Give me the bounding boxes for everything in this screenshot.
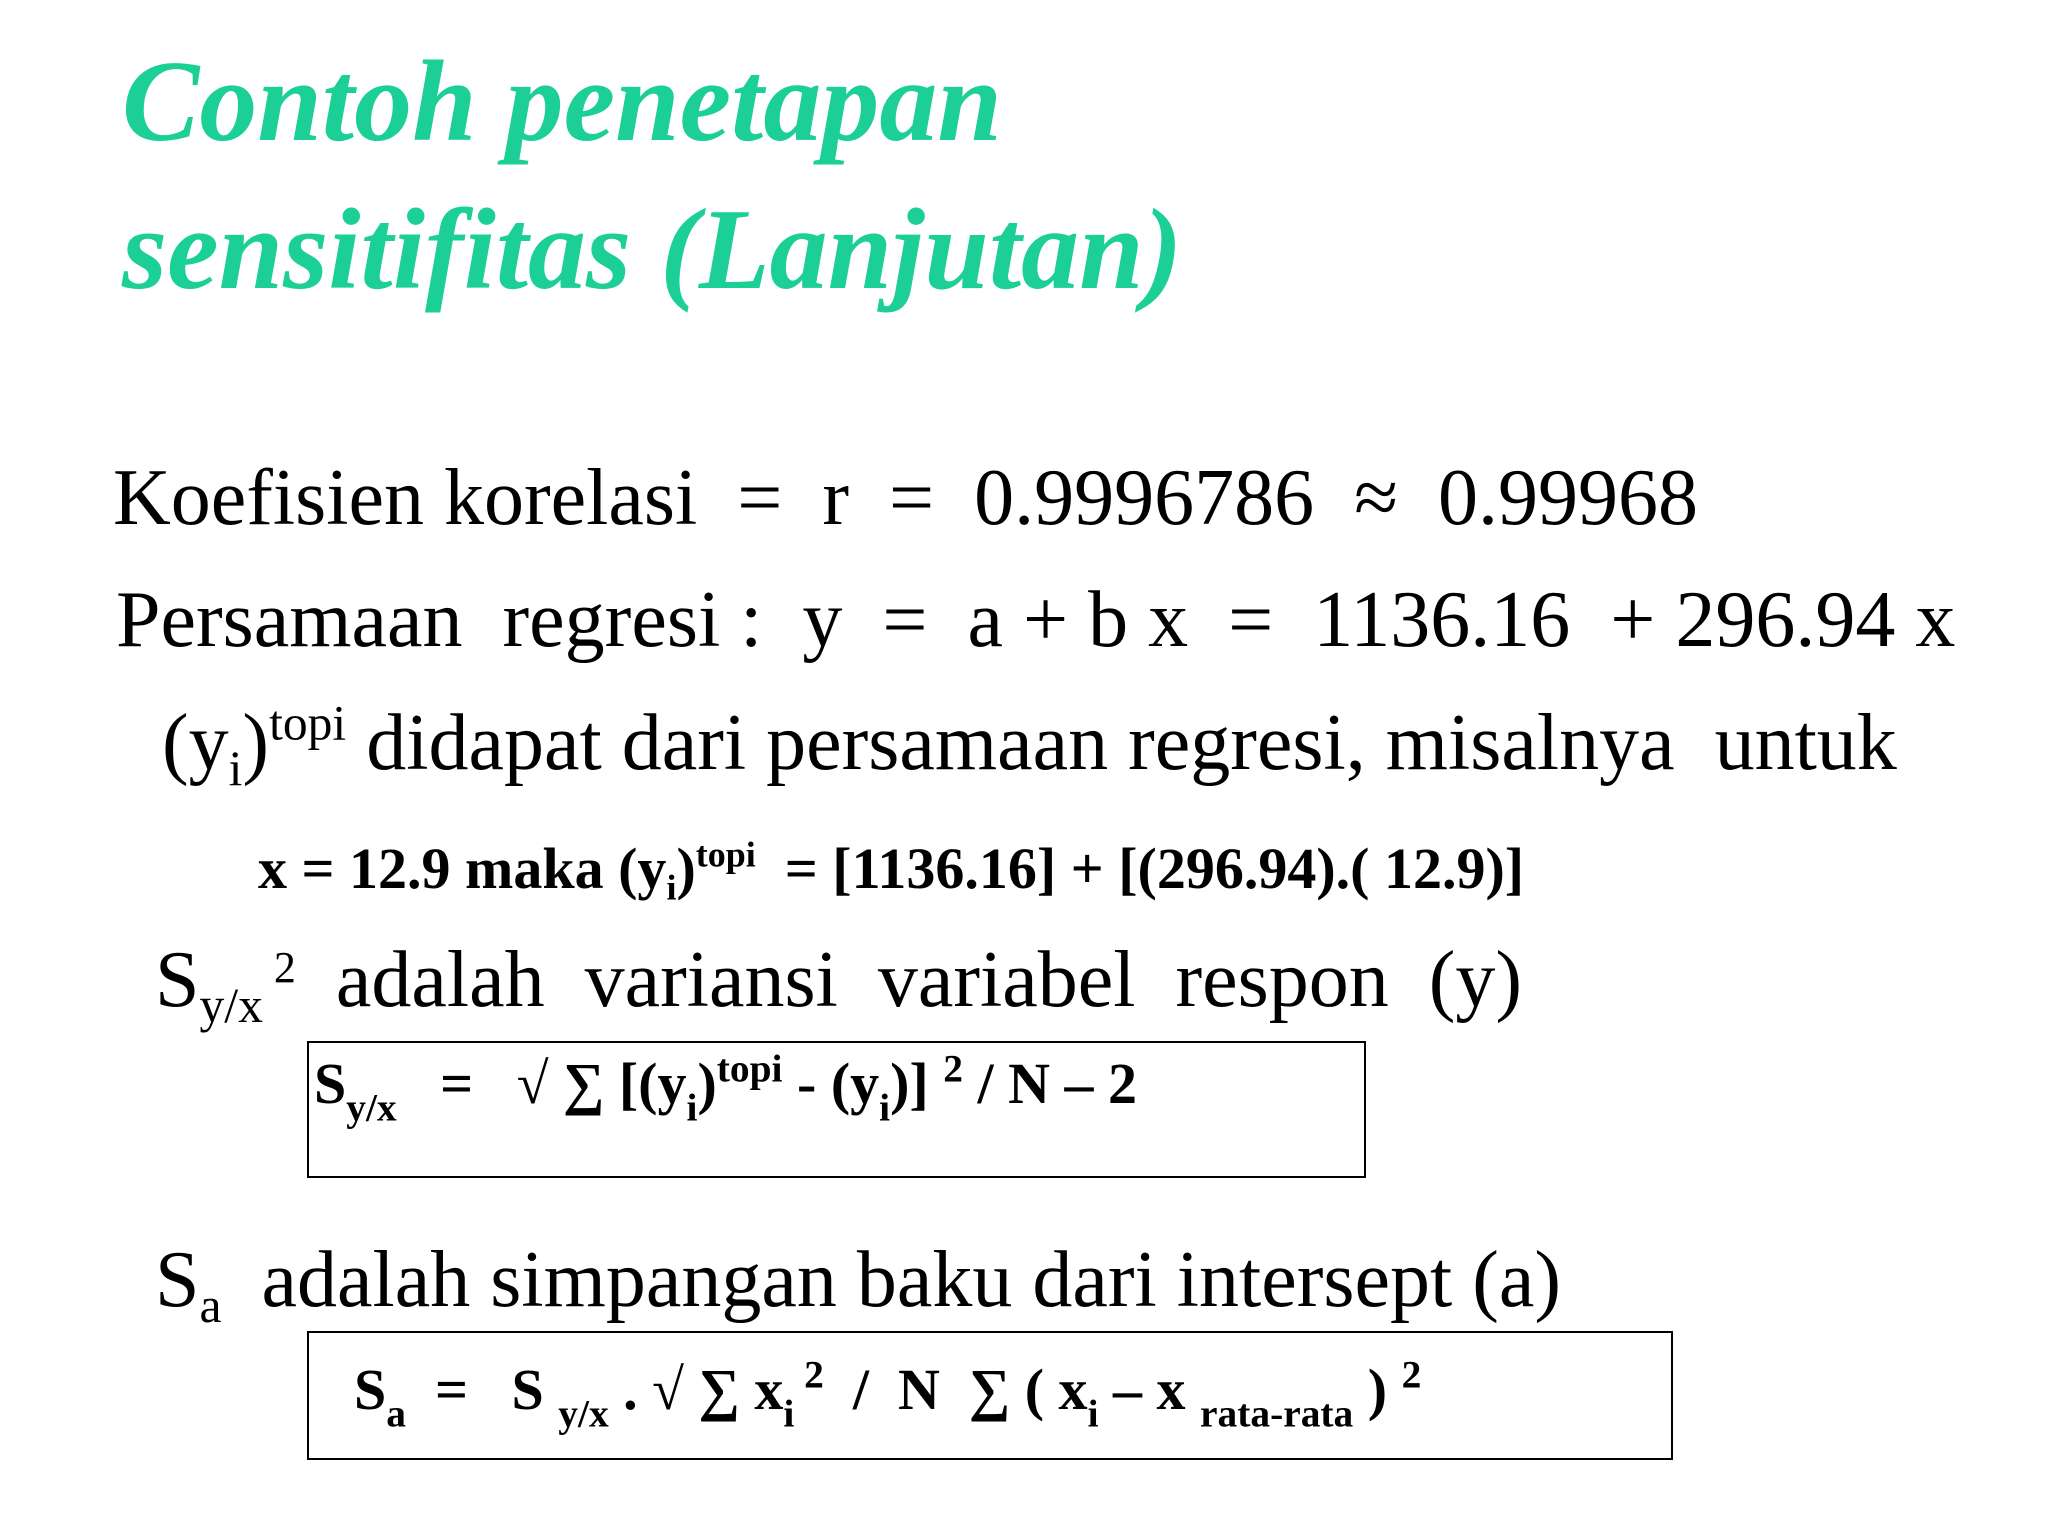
regression-label: Persamaan regresi : bbox=[116, 576, 763, 664]
regression-expression: y = a + b x = 1136.16 + 296.94 x bbox=[802, 576, 1956, 664]
syx-formula-part-4: )] bbox=[890, 1051, 944, 1116]
sa-formula-symbol: S bbox=[354, 1357, 387, 1422]
yhat-superscript: topi bbox=[269, 695, 347, 751]
sa-symbol: S bbox=[155, 1236, 200, 1324]
sa-formula-part-5: ) bbox=[1353, 1357, 1402, 1422]
correlation-expression: = r = 0.9996786 ≈ 0.99968 bbox=[737, 454, 1699, 542]
example-subscript: i bbox=[666, 867, 677, 908]
syx-formula-sub-i2: i bbox=[879, 1085, 891, 1130]
sa-formula-sub-rata-rata: rata-rata bbox=[1200, 1391, 1354, 1436]
yhat-note-line bbox=[162, 695, 1897, 796]
yhat-open: (y bbox=[162, 699, 229, 787]
sa-formula-part-1: = S bbox=[405, 1357, 559, 1422]
syx-formula-part-3: - (y bbox=[782, 1051, 880, 1116]
sa-definition-line bbox=[155, 1236, 1562, 1333]
sa-formula-part-2: . √ ∑ x bbox=[608, 1357, 784, 1422]
sa-formula bbox=[354, 1352, 1422, 1436]
sa-formula-part-4: – x bbox=[1098, 1357, 1201, 1422]
syx-formula-box bbox=[307, 1041, 1366, 1178]
sa-formula-sub-yx: y/x bbox=[558, 1391, 609, 1436]
example-suffix: = [1136.16] + [(296.94).( 12.9)] bbox=[755, 836, 1525, 901]
sa-formula-part-3: / N ∑ ( x bbox=[823, 1357, 1088, 1422]
example-close: ) bbox=[676, 836, 696, 901]
syx-formula-sup-topi: topi bbox=[716, 1046, 783, 1091]
slide-title-line-2: sensitifitas (Lanjutan) bbox=[122, 186, 1183, 314]
syx-definition-line bbox=[155, 936, 1523, 1033]
sa-formula-sup-2b: 2 bbox=[1401, 1352, 1422, 1397]
syx-subscript: y/x bbox=[199, 977, 263, 1033]
yhat-subscript: i bbox=[228, 740, 243, 796]
yhat-close: ) bbox=[242, 699, 270, 787]
syx-formula bbox=[314, 1046, 1137, 1130]
sa-formula-sub-a: a bbox=[386, 1391, 406, 1436]
sa-formula-sup-2a: 2 bbox=[794, 1352, 824, 1397]
sa-subscript: a bbox=[199, 1277, 222, 1333]
syx-formula-sub: y/x bbox=[346, 1085, 397, 1130]
syx-symbol: S bbox=[155, 936, 200, 1024]
syx-formula-part-1: = √ ∑ [(y bbox=[396, 1051, 687, 1116]
sa-formula-sub-i1: i bbox=[783, 1391, 795, 1436]
yhat-note-text: didapat dari persamaan regresi, misalnya untuk bbox=[346, 699, 1897, 787]
syx-definition-text: adalah variansi variabel respon (y) bbox=[295, 936, 1523, 1024]
slide-title bbox=[122, 28, 1522, 324]
syx-superscript: 2 bbox=[262, 942, 296, 992]
example-superscript: topi bbox=[695, 834, 756, 875]
syx-formula-part-5: / N – 2 bbox=[962, 1051, 1137, 1116]
syx-formula-sup-2: 2 bbox=[943, 1046, 963, 1091]
syx-formula-sub-i1: i bbox=[686, 1085, 698, 1130]
slide-title-line-1: Contoh penetapan bbox=[122, 38, 1002, 166]
syx-formula-part-2: ) bbox=[697, 1051, 717, 1116]
sa-definition-text: adalah simpangan baku dari intersept (a) bbox=[221, 1236, 1562, 1324]
sa-formula-sub-i2: i bbox=[1087, 1391, 1099, 1436]
correlation-line bbox=[113, 454, 1699, 542]
regression-line bbox=[116, 576, 1956, 664]
sa-formula-box bbox=[307, 1331, 1673, 1460]
example-line bbox=[258, 834, 1525, 908]
correlation-label: Koefisien korelasi bbox=[113, 454, 698, 542]
syx-formula-symbol: S bbox=[314, 1051, 347, 1116]
example-prefix: x = 12.9 maka (y bbox=[258, 836, 667, 901]
